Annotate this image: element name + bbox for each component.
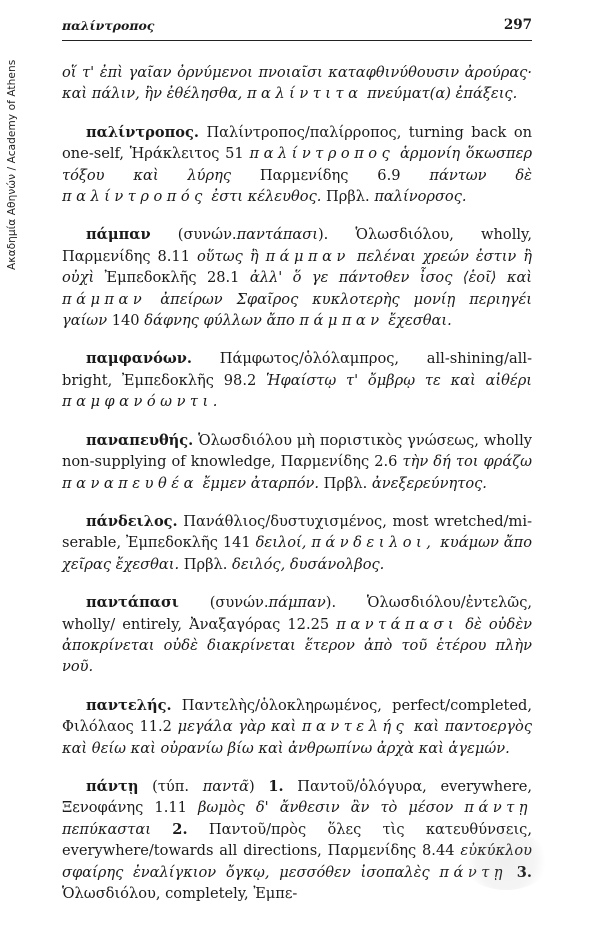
spaced-headword: πάμπαν	[265, 247, 350, 265]
continuation-paragraph	[62, 62, 532, 105]
spaced-headword: παλίντροπος	[249, 145, 395, 163]
spaced-headword: πάντῃ	[439, 863, 508, 881]
quote-text: πάντων δὲ	[429, 166, 533, 184]
entry-pante	[62, 776, 532, 904]
quote-text: δειλοί,	[255, 534, 307, 552]
entry-lemma: παμφανόων.	[86, 350, 192, 368]
quote-text: βωμὸς δ' ἄνθεσιν ἂν τὸ μέσον	[197, 799, 454, 817]
entry-text: Ὁλωσδιόλου μὴ ποριστικὸς γνώσεως, wholly non-supplying of knowledge, Παρμενίδης 2.6	[62, 431, 532, 471]
entry-text: Ὁλωσδιόλου, completely, Ἐμπε-	[62, 885, 298, 902]
entry-text: (τύπ.	[152, 777, 190, 795]
spaced-headword: πάμπαν	[299, 312, 384, 330]
entry-lemma: παντελής.	[86, 696, 172, 714]
faint-seal-stamp	[462, 832, 550, 890]
quote-text: οἵ τ' ἐπὶ γαῖαν ὀρνύμενοι πνοιαῖσι καταφθινύθουσιν ἀρούρας· καὶ πάλιν, ἢν ἐθέλησθα,	[62, 64, 532, 103]
quote-text: πελέναι χρεών ἐστιν ἢ οὐχὶ	[62, 247, 533, 287]
quote-text: μεγάλα γὰρ καὶ	[177, 718, 297, 736]
entry-text: ). Ὁλωσδιόλου/ἐντελῶς, wholly/ entirely, Ἀναξαγόρας 12.25	[62, 594, 533, 633]
entry-text: 140	[111, 312, 140, 330]
entry-pamphanoon	[62, 348, 532, 412]
quote-text: ἐστι κέλευθος.	[211, 188, 322, 206]
entry-text: )	[248, 777, 255, 795]
entry-text: Παλίντροπος/παλίρροπος, turning back on one-self, Ἡράκλειτος 51	[62, 123, 533, 163]
entry-lemma: πάνδειλος.	[86, 512, 178, 530]
entry-pandeilos	[62, 511, 532, 575]
quote-text: εὐκύκλου σφαίρης ἐναλίγκιον ὄγκῳ, μεσσόθεν ἰσοπαλὲς	[62, 842, 532, 881]
entry-text: ). Ὁλωσδιόλου, wholly, Παρμενίδης 8.11	[62, 226, 532, 265]
entry-lemma: παναπευθής.	[86, 431, 194, 449]
sense-number: 2.	[172, 820, 188, 838]
entry-text: (συνών.	[209, 594, 269, 612]
entry-panteles	[62, 695, 532, 759]
spaced-headword: παλίντροπός	[62, 188, 207, 206]
entry-text: Παντελὴς/ὁλοκληρωμένος, perfect/completed, Φιλόλαος 11.2	[62, 696, 532, 736]
entry-text: Πάμφωτος/ὁλόλαμπρος, all-shining/all-bright, Ἐμπεδοκλῆς 98.2	[62, 350, 532, 389]
quote-text: τὴν δή τοι φράζω	[402, 453, 532, 471]
quote-text: οὕτως ἢ	[197, 247, 259, 265]
spaced-headword: πάμπαν	[62, 290, 147, 308]
quote-text: καὶ παντοεργὸς καὶ θείω καὶ οὐρανίω βίω καὶ ἀνθρωπίνω ἀρχὰ καὶ ἁγεμών.	[62, 718, 532, 757]
spaced-headword: παντάπασι	[336, 615, 459, 633]
page-number: 297	[503, 17, 532, 33]
entry-text: Ἐμπεδοκλῆς 28.1	[104, 269, 240, 287]
entry-panapeuthes	[62, 430, 532, 494]
entry-text: Πρβλ.	[323, 474, 368, 492]
sense-number: 1.	[268, 777, 284, 795]
entry-text: Παρμενίδης 6.9	[259, 166, 401, 184]
entry-text: (συνών.	[177, 226, 237, 244]
entry-text: Πρβλ.	[326, 188, 370, 206]
running-title: παλίντροπος	[62, 18, 155, 33]
entry-text: Παντοῦ/ὁλόγυρα, everywhere, Ξενοφάνης 1.11	[62, 777, 533, 817]
synonym: πάμπαν	[268, 594, 326, 612]
sense-number: 3.	[516, 863, 533, 881]
entry-pantapasi	[62, 592, 532, 678]
entry-pampan	[62, 224, 532, 331]
quote-text: Ἡφαίστῳ τ' ὄμβρῳ τε καὶ αἰθέρι	[266, 371, 533, 389]
synonym: παντάπασι	[236, 226, 318, 244]
dictionary-body	[62, 62, 532, 904]
quote-text: δάφνης φύλλων ἄπο	[144, 312, 295, 330]
entry-text: Πανάθλιος/δυστυχισμένος, most wretched/mi-serable, Ἐμπεδοκλῆς 141	[62, 512, 532, 552]
quote-text: ἀλλ' ὅ γε πάντοθεν ἶσος ⟨ἑοῖ⟩ καὶ	[249, 269, 533, 287]
quote-text: πνεύματ(α) ἐπάξεις.	[367, 85, 518, 103]
quote-text: ἀπείρων Σφαῖρος κυκλοτερὴς μονίῃ περιηγέι γαίων	[62, 290, 533, 330]
quote-text: ἁρμονίη ὅκωσπερ τόξου καὶ λύρης	[62, 145, 533, 184]
cross-reference: δειλός, δυσάνολβος.	[232, 555, 385, 573]
quote-text: πεπύκασται	[62, 820, 151, 838]
entry-palintropos	[62, 122, 532, 208]
spaced-headword: πάντῃ	[464, 799, 533, 817]
entry-text: Πρβλ.	[183, 555, 228, 573]
variant-form: παντᾶ	[202, 777, 249, 795]
quote-text: κυάμων ἄπο χεῖρας ἔχεσθαι.	[62, 534, 532, 573]
spaced-headword: παλίντιτα	[246, 85, 363, 103]
cross-reference: παλίνορσος.	[374, 188, 467, 206]
academy-watermark: Ακαδημία Αθηνών / Academy of Athens	[6, 59, 18, 270]
entry-text: Παντοῦ/πρὸς ὅλες τὶς κατευθύνσεις, everywhere/towards all directions, Παρμενίδης 8.44	[62, 820, 532, 860]
quote-text: δὲ οὐδὲν ἀποκρίνεται οὐδὲ διακρίνεται ἕτερον ἀπὸ τοῦ ἑτέρου πλὴν νοῦ.	[62, 615, 533, 676]
cross-reference: ἀνεξερεύνητος.	[371, 474, 487, 492]
quote-text: ἔμμεν ἀταρπόν.	[202, 474, 319, 492]
spaced-headword: πάνδειλοι,	[311, 534, 436, 552]
page-header	[62, 16, 532, 41]
entry-lemma: πάντῃ	[86, 777, 139, 795]
spaced-headword: παναπευθέα	[62, 474, 198, 492]
entry-lemma: παλίντροπος.	[86, 123, 199, 141]
entry-lemma: πάμπαν	[86, 226, 151, 244]
spaced-headword: παντελής	[301, 718, 409, 736]
quote-text: ἔχεσθαι.	[388, 312, 452, 330]
spaced-headword: παμφανόωντι.	[62, 393, 222, 411]
entry-lemma: παντάπασι	[86, 594, 179, 612]
